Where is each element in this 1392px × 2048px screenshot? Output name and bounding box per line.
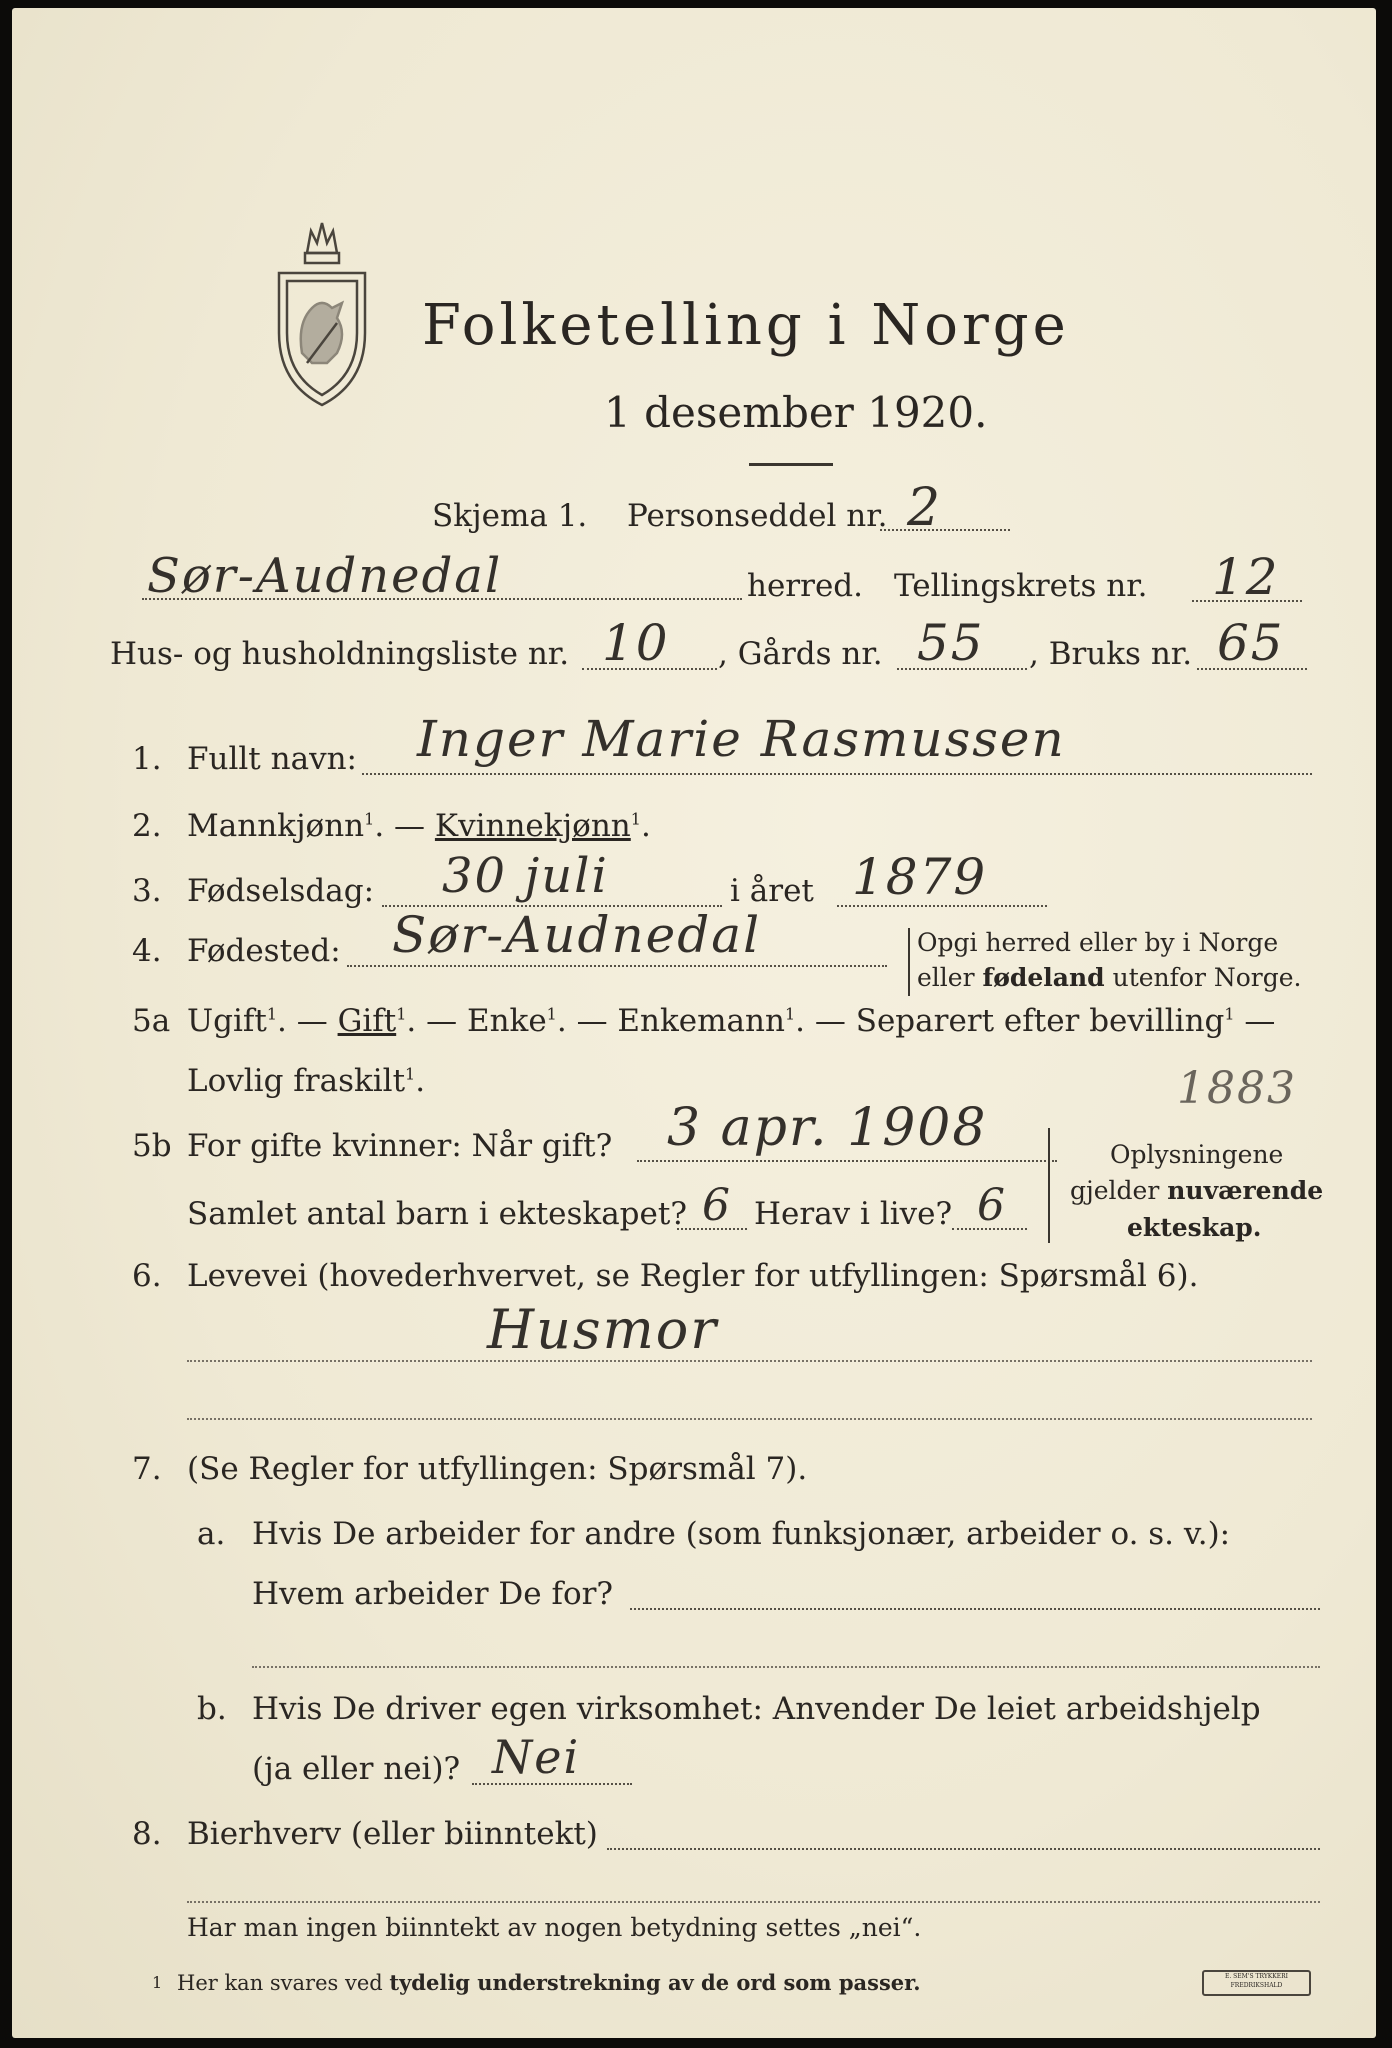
q5b-label: For gifte kvinner: Når gift? xyxy=(187,1128,613,1164)
tellingskrets-value[interactable]: 12 xyxy=(1212,548,1280,606)
full-name-value[interactable]: Inger Marie Rasmussen xyxy=(417,710,1066,768)
q4-number: 4. xyxy=(132,933,162,969)
mannkjonn-option[interactable]: Mannkjønn xyxy=(187,808,365,844)
q7-number: 7. xyxy=(132,1451,162,1487)
q6-dotted-line-1 xyxy=(187,1360,1312,1362)
q2-number: 2. xyxy=(132,808,162,844)
herred-value[interactable]: Sør-Audnedal xyxy=(147,548,503,604)
q5a-options-line2: Lovlig fraskilt$^1$. xyxy=(187,1063,426,1099)
q1-label: Fullt navn: xyxy=(187,741,357,777)
title-divider xyxy=(749,463,833,466)
marriage-date-value[interactable]: 3 apr. 1908 xyxy=(667,1098,988,1158)
q7b-letter: b. xyxy=(197,1691,227,1727)
q3-number: 3. xyxy=(132,873,162,909)
children-alive-value[interactable]: 6 xyxy=(977,1180,1007,1231)
q7a-text: Hvis De arbeider for andre (som funksjonær, arbeider o. s. v.): xyxy=(252,1516,1231,1552)
bruks-value[interactable]: 65 xyxy=(1217,614,1285,672)
birthplace-value[interactable]: Sør-Audnedal xyxy=(392,906,762,964)
q7-label: (Se Regler for utfyllingen: Spørsmål 7). xyxy=(187,1451,808,1487)
q7b-question: (ja eller nei)? xyxy=(252,1751,461,1787)
barn-label: Samlet antal barn i ekteskapet? xyxy=(187,1196,687,1232)
husliste-label: Hus- og husholdningsliste nr. xyxy=(110,636,570,672)
annotation-1883: 1883 xyxy=(1177,1063,1297,1114)
fraskilt-option[interactable]: Lovlig fraskilt xyxy=(187,1063,406,1099)
footnote-number: 1 xyxy=(152,1973,163,1992)
q2-options: Mannkjønn$^1$. — Kvinnekjønn$^1$. xyxy=(187,808,651,844)
birthday-value[interactable]: 30 juli xyxy=(442,848,609,904)
personseddel-value[interactable]: 2 xyxy=(907,478,943,538)
footnote-text: Her kan svares ved tydelig understrekning av de ord som passer. xyxy=(177,1970,921,1995)
q7b-text: Hvis De driver egen virksomhet: Anvender De leiet arbeidshjelp xyxy=(252,1691,1261,1727)
q5b-note-3: ekteskap. xyxy=(1127,1213,1262,1242)
q4-note-1: Opgi herred eller by i Norge xyxy=(917,928,1279,957)
q4-label: Fødested: xyxy=(187,933,341,969)
gards-label: , Gårds nr. xyxy=(718,636,883,672)
q6-number: 6. xyxy=(132,1258,162,1294)
q8-number: 8. xyxy=(132,1816,162,1852)
q5b-number: 5b xyxy=(132,1128,172,1164)
q7a-dotted-line[interactable] xyxy=(630,1608,1320,1610)
enke-option[interactable]: Enke xyxy=(466,1003,547,1039)
gards-value[interactable]: 55 xyxy=(917,614,985,672)
q6-dotted-line-2 xyxy=(187,1418,1312,1420)
q1-number: 1. xyxy=(132,741,162,777)
enkemann-option[interactable]: Enkemann xyxy=(617,1003,785,1039)
tellingskrets-label: Tellingskrets nr. xyxy=(894,568,1148,604)
q5b-brace xyxy=(1048,1128,1050,1243)
q7a-question: Hvem arbeider De for? xyxy=(252,1576,614,1612)
birth-year-value[interactable]: 1879 xyxy=(852,848,988,906)
census-date: 1 desember 1920. xyxy=(604,388,988,437)
q5a-number: 5a xyxy=(132,1003,171,1039)
form-title: Folketelling i Norge xyxy=(422,293,1070,358)
census-form-page xyxy=(12,8,1376,2038)
kvinnekjonn-option[interactable]: Kvinnekjønn xyxy=(434,808,631,844)
year-label: i året xyxy=(730,873,814,909)
coat-of-arms-icon xyxy=(267,213,377,413)
ugift-option[interactable]: Ugift xyxy=(187,1003,267,1039)
separert-option[interactable]: Separert efter bevilling xyxy=(855,1003,1225,1039)
q8-dotted-line[interactable] xyxy=(607,1848,1320,1850)
q1-dotted-line xyxy=(362,773,1312,775)
herred-dotted-line xyxy=(142,598,742,600)
live-label: Herav i live? xyxy=(754,1196,953,1232)
occupation-value[interactable]: Husmor xyxy=(487,1298,719,1361)
q7a-dotted-line-2[interactable] xyxy=(252,1666,1320,1668)
q4-brace xyxy=(908,928,910,996)
q5b-dotted-line xyxy=(637,1160,1057,1162)
printer-stamp: E. SEM'S TRYKKERI FREDRIKSHALD xyxy=(1202,1970,1311,1996)
children-count-value[interactable]: 6 xyxy=(702,1180,732,1231)
q8-label: Bierhverv (eller biinntekt) xyxy=(187,1816,598,1852)
biinntekt-note: Har man ingen biinntekt av nogen betydning settes „nei“. xyxy=(187,1913,922,1942)
personseddel-dotted-line xyxy=(880,529,1010,531)
q5b-note-2: gjelder nuværende xyxy=(1070,1176,1324,1205)
skjema-label: Skjema 1. xyxy=(432,498,588,534)
hired-help-value[interactable]: Nei xyxy=(492,1730,581,1784)
q7a-letter: a. xyxy=(197,1516,226,1552)
gift-option[interactable]: Gift xyxy=(337,1003,397,1039)
q3-label: Fødselsdag: xyxy=(187,873,375,909)
q4-dotted-line xyxy=(347,965,887,967)
q6-label: Levevei (hovederhvervet, se Regler for utfyllingen: Spørsmål 6). xyxy=(187,1258,1199,1294)
q8-dotted-line-2[interactable] xyxy=(187,1901,1320,1903)
herred-label: herred. xyxy=(747,568,863,604)
q5a-options: Ugift$^1$. — Gift$^1$. — Enke$^1$. — Enkemann$^1$. — Separert efter bevilling$^1$ — xyxy=(187,1003,1276,1039)
personseddel-label: Personseddel nr. xyxy=(627,498,888,534)
husliste-value[interactable]: 10 xyxy=(602,614,670,672)
bruks-label: , Bruks nr. xyxy=(1029,636,1193,672)
q5b-note-1: Oplysningene xyxy=(1110,1140,1284,1169)
q4-note-2: eller fødeland utenfor Norge. xyxy=(917,963,1302,992)
